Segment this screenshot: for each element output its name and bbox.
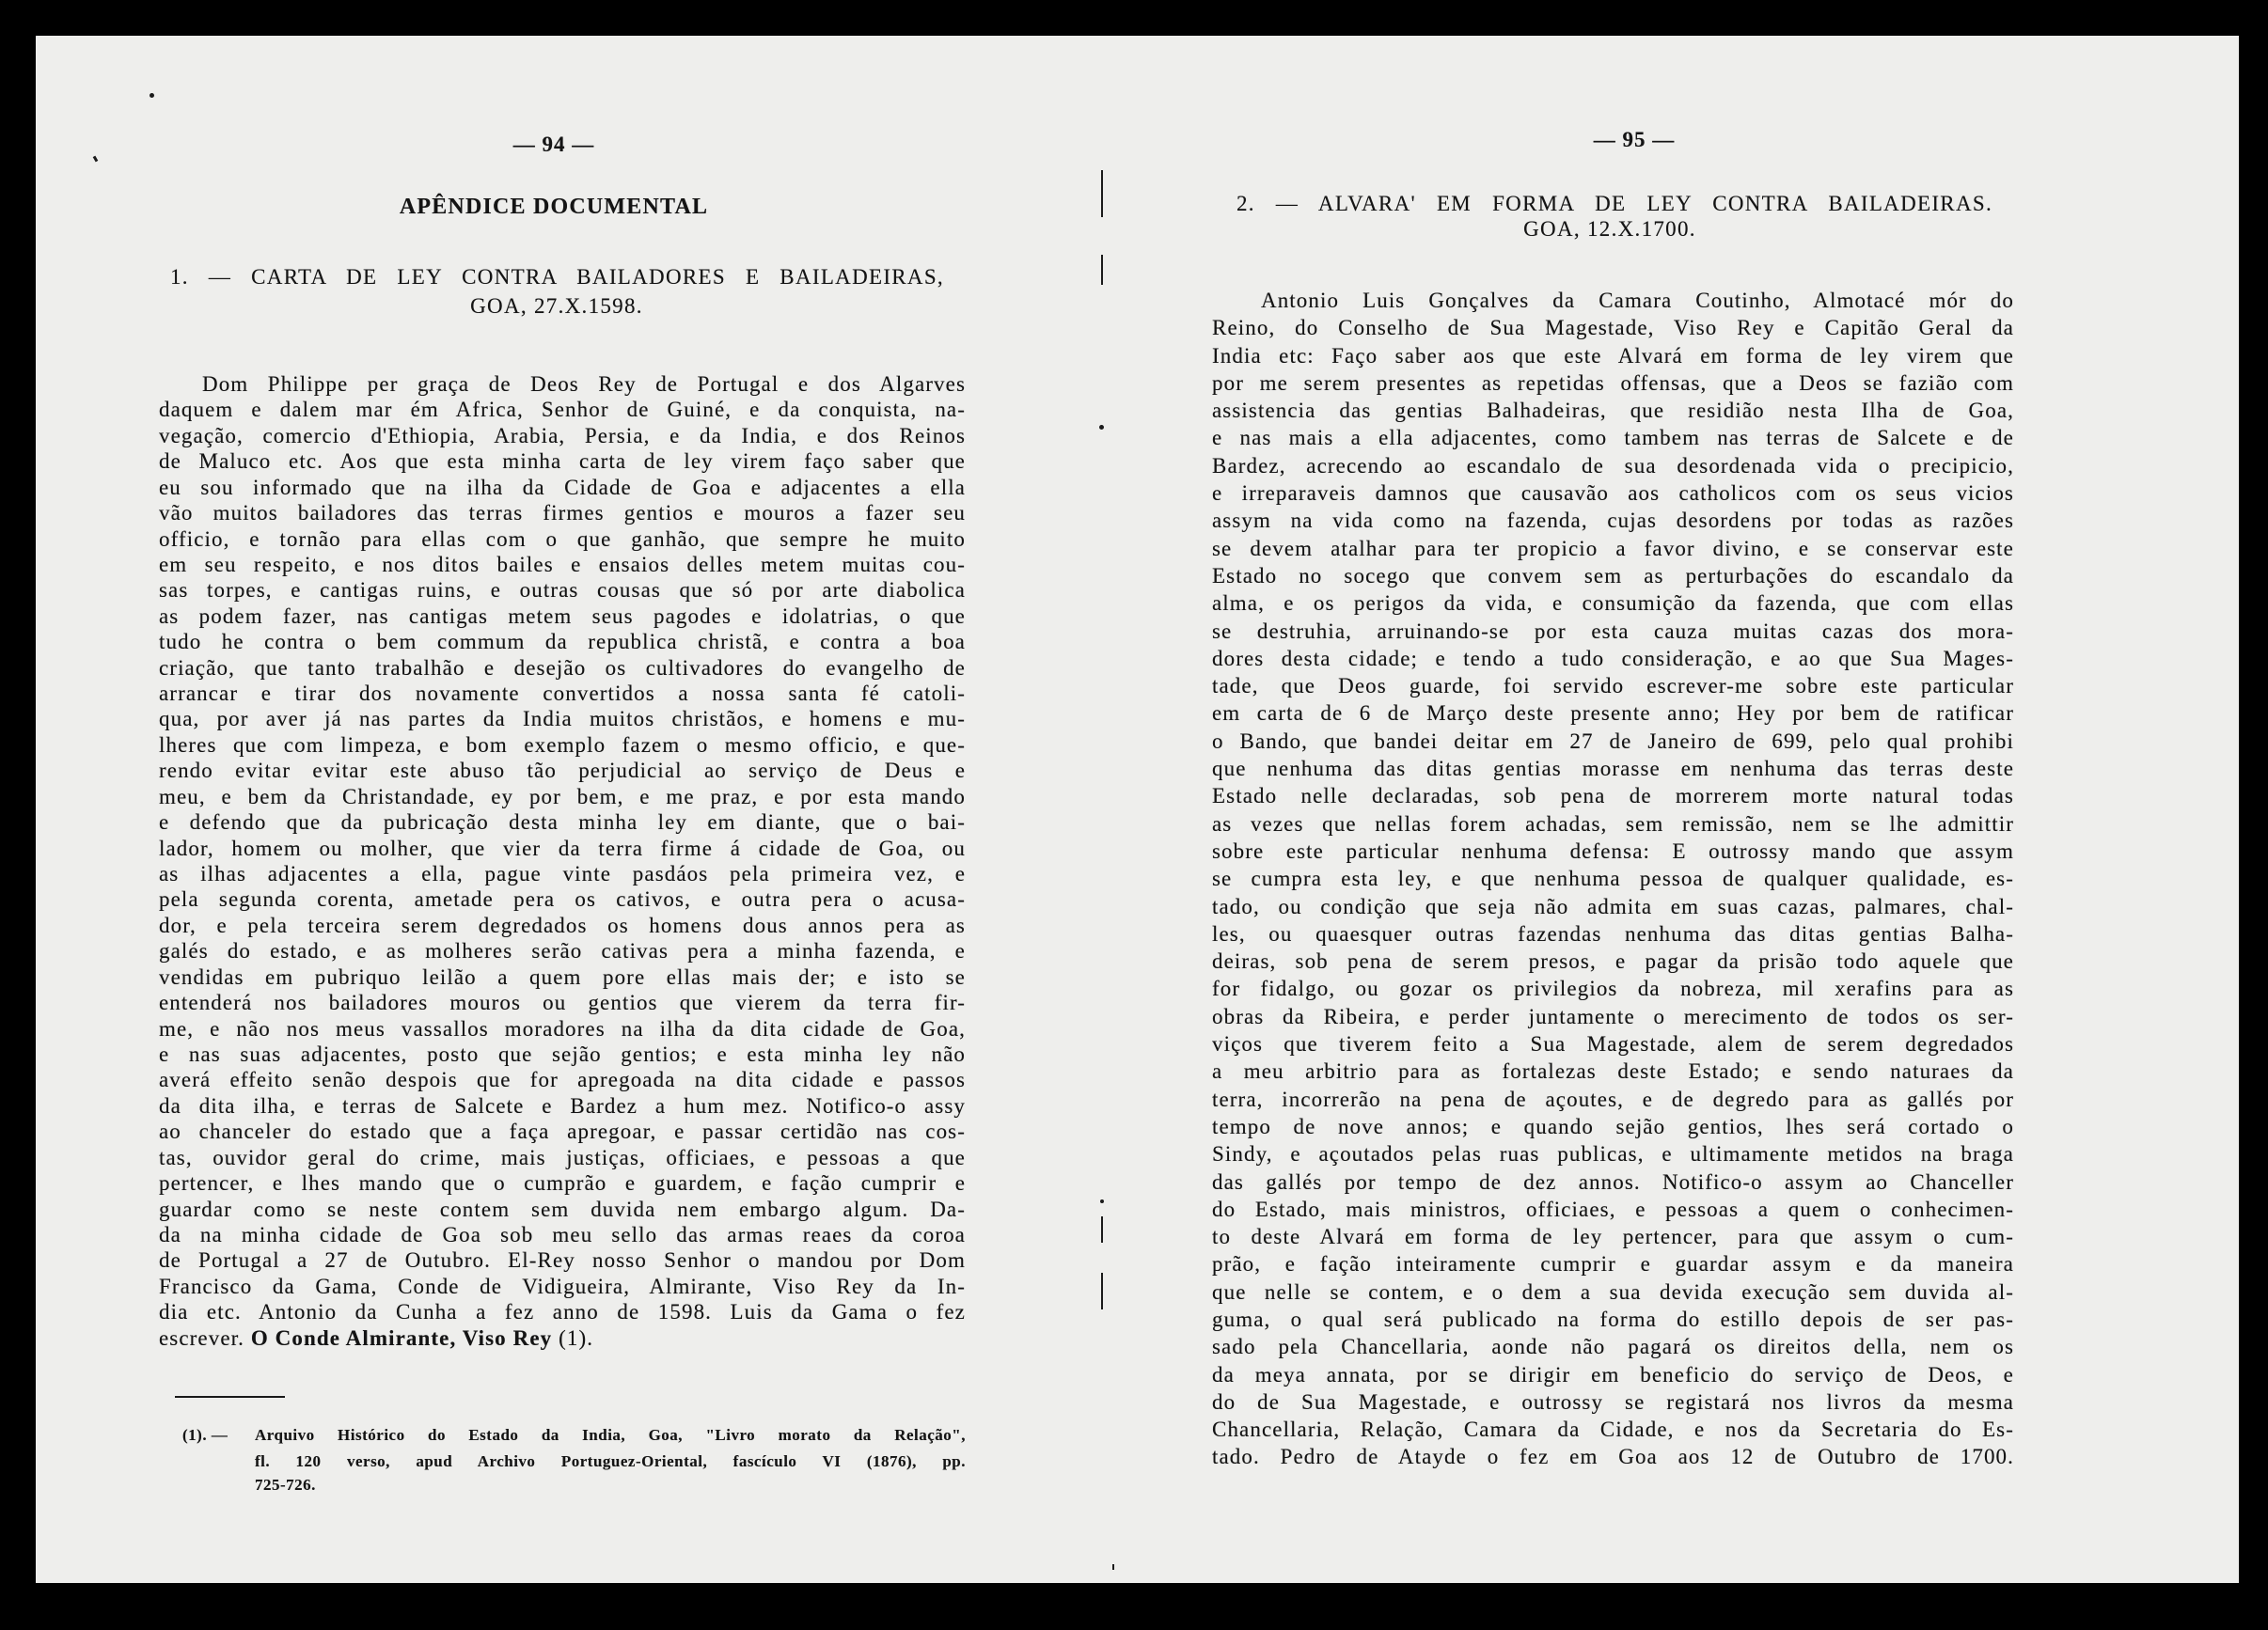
footnote-line: 725-726. [255,1476,316,1494]
gutter-mark [1099,425,1104,430]
body-line: prão, e fação inteiramente cumprir e guardar assym e da maneira [1212,1252,2014,1277]
body-line: tado, ou condição que seja não admita em suas cazas, palmares, chal- [1212,894,2014,918]
body-line: das gallés por tempo de dez annos. Notifico-o assym ao Chanceller [1212,1169,2014,1194]
body-line: Francisco da Gama, Conde de Vidigueira, Almirante, Viso Rey da In- [159,1274,966,1298]
body-line: o Bando, que bandei deitar em 27 de Janeiro de 699, pelo qual prohibi [1212,729,2014,753]
body-line: assistencia das gentias Balhadeiras, que residião nesta Ilha de Goa, [1212,399,2014,423]
body-line: e nas suas adjacentes, posto que sejão gentios; e esta minha ley não [159,1042,966,1066]
document-title-1: 1. — CARTA DE LEY CONTRA BAILADORES E BAILADEIRAS, [170,265,944,289]
body-line: les, ou quaesquer outras fazendas nenhuma das ditas gentias Balha- [1212,921,2014,946]
body-line: tempo de nove annos; e quando sejão gentios, lhes será cortado o [1212,1114,2014,1138]
footnote-reference: (1). [559,1325,594,1350]
body-line: da na minha cidade de Goa sob meu sello das armas reaes da coroa [159,1222,966,1246]
body-line: Estado no socego que convem sem as perturbações do escandalo da [1212,563,2014,588]
body-line: lheres que com limpeza, e bom exemplo fazem o mesmo officio, e que- [159,732,966,757]
body-line: do de Sua Magestade, e outrossy se registará nos livros da mesma [1212,1389,2014,1414]
body-line: Chancellaria, Relação, Camara da Cidade, e nos da Secretaria do Es- [1212,1418,2014,1442]
body-line: pertencer, e lhes mando que o cumprão e guardem, e fação cumprir e [159,1171,966,1196]
body-line: tudo he contra o bem commum da republica christã, e contra a boa [159,630,966,654]
gutter-mark [1100,1199,1104,1203]
body-line: me, e não nos meus vassallos moradores na ilha da dita cidade de Goa, [159,1016,966,1041]
body-line: da meya annata, por se dirigir em beneficio do serviço de Deos, e [1212,1362,2014,1387]
body-line: pela segunda corenta, ametade pera os cativos, e outra pera o acusa- [159,887,966,912]
body-line: Reino, do Conselho de Sua Magestade, Viso Rey e Capitão Geral da [1212,316,2014,340]
body-line: da dita ilha, e terras de Salcete e Bardez a hum mez. Notifico-o assy [159,1093,966,1118]
body-line: viços que tiverem feito a Sua Magestade, alem de serem degredados [1212,1032,2014,1057]
body-line: rendo evitar evitar este abuso tão perjudicial ao serviço de Deus e [159,759,966,783]
gutter-mark [1101,255,1103,285]
body-line: tas, ouvidor geral do crime, mais justiças, officiaes, e pessoas a que [159,1145,966,1169]
body-line: obras da Ribeira, e perder juntamente o merecimento de todos os ser- [1212,1004,2014,1028]
body-line: officio, e tornão para ellas com o que ganhão, que sempre he muito [159,526,966,551]
body-line: e defendo que da pubricação desta minha ley em diante, que o bai- [159,810,966,835]
page-number-right: — 95 — [1593,128,1676,151]
body-line: tade, que Deos guarde, foi servido escrever-me sobre este particular [1212,674,2014,698]
body-line: as ilhas adjacentes a ella, pague vinte pasdáos pela primeira vez, e [159,862,966,886]
body-line: arrancar e tirar dos novamente convertidos a nossa santa fé catoli- [159,682,966,706]
section-heading: APÊNDICE DOCUMENTAL [399,195,709,219]
body-line: as vezes que nellas forem achadas, sem remissão, nem se lhe admittir [1212,811,2014,836]
footnote-text: Arquivo Histórico do Estado da India, Goa, "Livro morato da Relação", [255,1426,966,1444]
closing-prefix: escrever. [159,1325,244,1350]
body-line: eu sou informado que na ilha da Cidade de Goa e adjacentes a ella [159,475,966,499]
body-line: Dom Philippe per graça de Deos Rey de Portugal e dos Algarves [202,372,966,396]
closing-line [159,1325,966,1351]
signature: O Conde Almirante, Viso Rey [250,1325,553,1350]
body-line: vão muitos bailadores das terras firmes gentios e mouros a fazer seu [159,501,966,525]
document-date-1: GOA, 27.X.1598. [470,294,643,318]
document-date-2: GOA, 12.X.1700. [1523,217,1696,241]
gutter-mark [1101,170,1103,217]
body-line: entenderá nos bailadores mouros ou gentios que vierem da terra fir- [159,991,966,1015]
body-line: sado pela Chancellaria, aonde não pagará os direitos della, nem os [1212,1335,2014,1359]
body-line: vegação, comercio d'Ethiopia, Arabia, Persia, e da India, e dos Reinos [159,423,966,447]
body-line: galés do estado, e as molheres serão cativas pera a minha fazenda, e [159,939,966,964]
body-line: India etc: Faço saber aos que este Alvará em forma de ley virem que [1212,343,2014,368]
body-line: a meu arbitrio para as fortalezas deste Estado; e sendo naturaes da [1212,1059,2014,1084]
scan-speck [150,93,154,98]
body-line: Sindy, e açoutados pelas ruas publicas, e ultimamente metidos na braga [1212,1142,2014,1167]
body-line: deiras, sob pena de serem presos, e pagar da prisão todo aquele que [1212,949,2014,974]
body-line: criação, que tanto trabalhão e desejão os cultivadores do evangelho de [159,655,966,680]
body-line: se cumpra esta ley, e que nenhuma pessoa de qualquer qualidade, es- [1212,867,2014,891]
gutter-mark [1101,1216,1103,1243]
body-line: averá effeito senão despois que for apregoada na dita cidade e passos [159,1068,966,1092]
body-line: de Maluco etc. Aos que esta minha carta de ley virem faço saber que [159,449,966,474]
body-line: e nas mais a ella adjacentes, como tambem nas terras de Salcete e de [1212,426,2014,450]
body-line: Antonio Luis Gonçalves da Camara Coutinho, Almotacé mór do [1261,289,2014,312]
body-line: alma, e os perigos da vida, e consumição da fazenda, que com ellas [1212,591,2014,616]
body-line: em carta de 6 de Março deste presente anno; Hey por bem de ratificar [1212,701,2014,726]
body-line: se destruhia, arruinando-se por esta cauza muitas cazas dos mora- [1212,619,2014,643]
body-line: em seu respeito, e nos ditos bailes e ensaios delles metem muitas cou- [159,552,966,576]
document-title-2: 2. — ALVARA' EM FORMA DE LEY CONTRA BAILADEIRAS. [1236,192,1992,215]
body-line: que nelle se contem, e o dem a sua devida execução sem duvida al- [1212,1279,2014,1304]
body-line: vendidas em pubriquo leilão a quem pore ellas mais der; e isto se [159,964,966,989]
body-line: de Portugal a 27 de Outubro. El-Rey nosso Senhor o mandou por Dom [159,1248,966,1273]
body-line: guma, o qual será publicado na forma do estillo depois de ser pas- [1212,1307,2014,1331]
body-line: Bardez, acrecendo ao escandalo de sua desordenada vida o precipicio, [1212,453,2014,478]
body-line: daquem e dalem mar ém Africa, Senhor de Guiné, e da conquista, na- [159,398,966,422]
footnote-rule [175,1396,285,1398]
body-line: do Estado, mais ministros, officiaes, e pessoas a quem o conhecimen- [1212,1197,2014,1221]
body-line: por me serem presentes as repetidas offensas, que a Deos se fazião com [1212,370,2014,395]
right-body-text [1212,287,2014,1471]
body-line: dor, e pela terceira serem degredados os homens dous annos pera as [159,913,966,937]
footnote-line [182,1424,966,1447]
body-line: for fidalgo, ou gozar os privilegios da nobreza, mil xerafins para as [1212,977,2014,1001]
gutter-mark [1112,1564,1114,1570]
body-line: sobre este particular nenhuma defensa: E outrossy mando que assym [1212,839,2014,863]
body-line: que nenhuma das ditas gentias morasse em nenhuma das terras deste [1212,757,2014,781]
body-line: e irreparaveis damnos que causavão aos catholicos com os seus vicios [1212,481,2014,506]
body-line: tado. Pedro de Atayde o fez em Goa aos 12 de Outubro de 1700. [1212,1445,2014,1469]
body-line: lador, homem ou molher, que vier da terra firme á cidade de Goa, ou [159,836,966,860]
body-line: to deste Alvará em forma de ley pertencer, para que assym o cum- [1212,1225,2014,1249]
body-line: terra, incorrerão na pena de açoutes, e de degredo para as gallés por [1212,1087,2014,1111]
body-line: qua, por aver já nas partes da India muitos christãos, e homens e mu- [159,707,966,731]
body-line: assym na vida como na fazenda, cujas desordens por todas as razões [1212,509,2014,533]
body-line: Estado nelle declaradas, sob pena de morrerem morte natural todas [1212,784,2014,808]
body-line: meu, e bem da Christandade, ey por bem, e me praz, e por esta mando [159,784,966,808]
footnote-marker: (1). — [182,1426,228,1444]
body-line: dores desta cidade; e tendo a tudo consideração, e ao que Sua Mages- [1212,646,2014,670]
left-body-text [159,371,966,1351]
body-line: sas torpes, e cantigas ruins, e outras cousas que só por arte diabolica [159,578,966,603]
page-number-left: — 94 — [512,133,595,156]
body-line: guardar como se neste contem sem duvida nem embargo algum. Da- [159,1197,966,1221]
body-line: ao chanceler do estado que a faça apregoar, e passar certidão nas cos- [159,1120,966,1144]
body-line: se devem atalhar para ter propicio a favor divino, e se conservar este [1212,536,2014,560]
gutter-mark [1101,1273,1103,1309]
body-line: dia etc. Antonio da Cunha a fez anno de 1598. Luis da Gama o fez [159,1300,966,1324]
body-line: as podem fazer, nas cantigas metem seus pagodes e idolatrias, o que [159,603,966,628]
footnote-line: fl. 120 verso, apud Archivo Portuguez-Oriental, fascículo VI (1876), pp. [255,1452,966,1470]
